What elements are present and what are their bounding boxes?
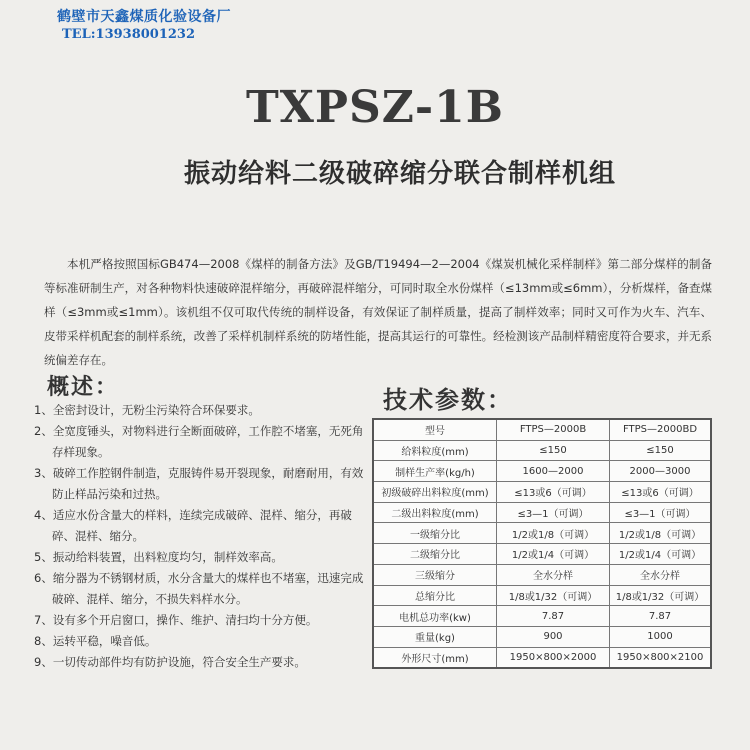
feature-item: 5、振动给料装置，出料粒度均匀，制样效率高。 bbox=[34, 550, 283, 564]
table-row bbox=[373, 585, 711, 606]
table-cell: ≤13或6（可调） bbox=[610, 482, 712, 503]
table-cell: 电机总功率(kw) bbox=[373, 606, 497, 627]
table-cell: 二级出料粒度(mm) bbox=[373, 502, 497, 523]
table-row bbox=[373, 544, 711, 565]
table-cell: ≤3—1（可调） bbox=[610, 502, 712, 523]
table-row bbox=[373, 523, 711, 544]
feature-item: 1、全密封设计，无粉尘污染符合环保要求。 bbox=[34, 403, 260, 417]
feature-item: 2、全宽度锤头，对物料进行全断面破碎，工作腔不堵塞，无死角存样现象。 bbox=[34, 424, 364, 459]
table-cell: 7.87 bbox=[610, 606, 712, 627]
table-cell: 1/8或1/32（可调） bbox=[610, 585, 712, 606]
table-cell: 二级缩分比 bbox=[373, 544, 497, 565]
table-cell: ≤13或6（可调） bbox=[497, 482, 610, 503]
table-cell: 1950×800×2000 bbox=[497, 647, 610, 668]
table-cell: 初级破碎出料粒度(mm) bbox=[373, 482, 497, 503]
feature-item: 6、缩分器为不锈钢材质，水分含量大的煤样也不堵塞，迅速完成破碎、混样、缩分，不损失料样水分。 bbox=[34, 571, 364, 606]
feature-item: 4、适应水份含量大的样料，连续完成破碎、混样、缩分，再破碎、混样、缩分。 bbox=[34, 508, 352, 543]
table-cell: 1/8或1/32（可调） bbox=[497, 585, 610, 606]
table-cell: 给料粒度(mm) bbox=[373, 440, 497, 461]
table-cell: FTPS—2000BD bbox=[610, 419, 712, 440]
table-cell: 一级缩分比 bbox=[373, 523, 497, 544]
spec-table bbox=[372, 418, 712, 669]
table-cell: 1/2或1/4（可调） bbox=[610, 544, 712, 565]
table-row bbox=[373, 440, 711, 461]
table-cell: 外形尺寸(mm) bbox=[373, 647, 497, 668]
table-cell: 1/2或1/8（可调） bbox=[497, 523, 610, 544]
model-title: TXPSZ-1B bbox=[246, 82, 504, 133]
table-cell: 1600—2000 bbox=[497, 461, 610, 482]
table-row bbox=[373, 564, 711, 585]
spec-heading: 技术参数： bbox=[383, 386, 513, 414]
intro-paragraph: 本机严格按照国标GB474—2008《煤样的制备方法》及GB/T19494—2—2004《煤炭机械化采样制样》第二部分煤样的制备等标准研制生产，对各种物料快速破碎混样缩分，再破碎混样缩分，可同时取全水份煤样（≤13mm或≤6mm），分析煤样，备查煤样（≤3mm或≤1mm）。该机组不仅可取代传统的制样设备，有效保证了制样质量，提高了制样效率；同时又可作为火车、汽车、皮带采样机配套的制样系统，改善了采样机制样系统的防堵性能，提高其运行的可靠性。经检测该产品制样精密度符合要求，并无系统偏差存在。 bbox=[44, 256, 712, 367]
table-cell: 三级缩分 bbox=[373, 564, 497, 585]
table-row bbox=[373, 606, 711, 627]
table-row bbox=[373, 647, 711, 668]
table-cell: FTPS—2000B bbox=[497, 419, 610, 440]
table-cell: 制样生产率(kg/h) bbox=[373, 461, 497, 482]
table-cell: 总缩分比 bbox=[373, 585, 497, 606]
feature-item: 3、破碎工作腔钢件制造，克服铸件易开裂现象，耐磨耐用，有效防止样品污染和过热。 bbox=[34, 466, 364, 501]
telephone: TEL:13938001232 bbox=[62, 27, 196, 42]
table-row bbox=[373, 482, 711, 503]
product-subtitle: 振动给料二级破碎缩分联合制样机组 bbox=[183, 159, 616, 189]
table-cell: 全水分样 bbox=[497, 564, 610, 585]
feature-item: 9、一切传动部件均有防护设施，符合安全生产要求。 bbox=[34, 655, 306, 669]
feature-item: 8、运转平稳，噪音低。 bbox=[34, 634, 157, 648]
table-cell: ≤150 bbox=[497, 440, 610, 461]
table-cell: ≤3—1（可调） bbox=[497, 502, 610, 523]
table-row bbox=[373, 461, 711, 482]
feature-item: 7、设有多个开启窗口，操作、维护、清扫均十分方便。 bbox=[34, 613, 318, 627]
table-row bbox=[373, 502, 711, 523]
table-cell: 1/2或1/4（可调） bbox=[497, 544, 610, 565]
table-cell: 型号 bbox=[373, 419, 497, 440]
table-cell: 7.87 bbox=[497, 606, 610, 627]
table-cell: 重量(kg) bbox=[373, 626, 497, 647]
table-cell: 1000 bbox=[610, 626, 712, 647]
table-cell: 全水分样 bbox=[610, 564, 712, 585]
overview-heading: 概述： bbox=[47, 375, 120, 400]
feature-list bbox=[34, 400, 364, 673]
table-cell: 1/2或1/8（可调） bbox=[610, 523, 712, 544]
table-cell: 1950×800×2100 bbox=[610, 647, 712, 668]
table-row bbox=[373, 419, 711, 440]
table-cell: ≤150 bbox=[610, 440, 712, 461]
table-cell: 2000—3000 bbox=[610, 461, 712, 482]
company-name: 鹤壁市天鑫煤质化验设备厂 bbox=[57, 9, 231, 25]
table-row bbox=[373, 626, 711, 647]
table-cell: 900 bbox=[497, 626, 610, 647]
